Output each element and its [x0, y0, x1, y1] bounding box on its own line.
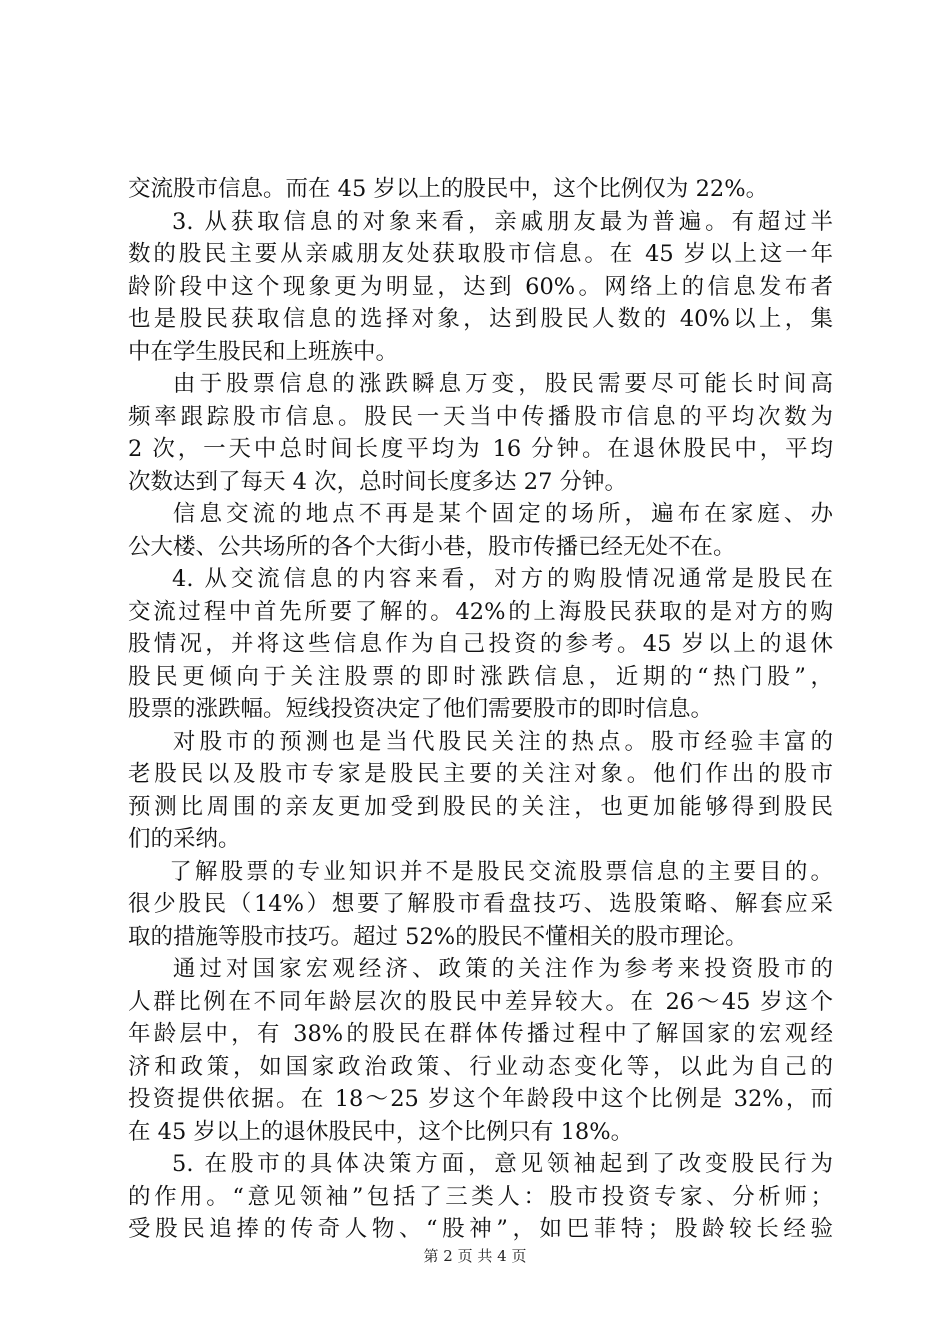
text-line: 济和政策，如国家政治政策、行业动态变化等，以此为自己的: [128, 1053, 833, 1080]
text-line: 预测比周围的亲友更加受到股民的关注，也更加能够得到股民: [128, 793, 833, 820]
text-line: 交流股市信息。而在 45 岁以上的股民中，这个比例仅为 22%。: [128, 176, 769, 202]
text-line: 4. 从交流信息的内容来看，对方的购股情况通常是股民在: [128, 566, 833, 592]
text-line: 在 45 岁以上的退休股民中，这个比例只有 18%。: [128, 1118, 634, 1145]
text-line: 对股市的预测也是当代股民关注的热点。股市经验丰富的: [128, 728, 833, 755]
text-line: 老股民以及股市专家是股民主要的关注对象。他们作出的股市: [128, 761, 833, 787]
text-line: 们的采纳。: [128, 826, 241, 852]
text-line: 公大楼、公共场所的各个大街小巷，股市传播已经无处不在。: [128, 533, 736, 560]
text-line: 由于股票信息的涨跌瞬息万变，股民需要尽可能长时间高: [128, 371, 833, 397]
document-body: [128, 173, 833, 1246]
text-line: 通过对国家宏观经济、政策的关注作为参考来投资股市的: [128, 956, 833, 982]
text-line: 次数达到了每天 4 次，总时间长度多达 27 分钟。: [128, 468, 628, 495]
text-line: 交流过程中首先所要了解的。42%的上海股民获取的是对方的购: [128, 598, 833, 625]
text-line: 中在学生股民和上班族中。: [128, 338, 399, 365]
page-footer: 第 2 页 共 4 页: [423, 1247, 527, 1265]
text-line: 也是股民获取信息的选择对象，达到股民人数的 40%以上，集: [128, 306, 833, 332]
text-line: 人群比例在不同年龄层次的股民中差异较大。在 26～45 岁这个: [128, 988, 833, 1015]
text-line: 的作用。“意见领袖”包括了三类人：股市投资专家、分析师；: [128, 1183, 833, 1210]
text-line: 3. 从获取信息的对象来看，亲戚朋友最为普遍。有超过半: [128, 208, 833, 235]
text-line: 2 次，一天中总时间长度平均为 16 分钟。在退休股民中，平均: [128, 436, 833, 462]
text-line: 龄阶段中这个现象更为明显，达到 60%。网络上的信息发布者: [128, 273, 833, 300]
text-line: 受股民追捧的传奇人物、“股神”，如巴菲特；股龄较长经验: [128, 1216, 833, 1242]
text-line: 信息交流的地点不再是某个固定的场所，遍布在家庭、办: [128, 501, 833, 527]
text-line: 投资提供依据。在 18～25 岁这个年龄段中这个比例是 32%，而: [128, 1086, 833, 1112]
text-line: 5. 在股市的具体决策方面，意见领袖起到了改变股民行为: [128, 1151, 833, 1177]
text-line: 股票的涨跌幅。短线投资决定了他们需要股市的即时信息。: [128, 696, 714, 722]
text-line: 股民更倾向于关注股票的即时涨跌信息，近期的“热门股”，: [128, 663, 833, 690]
text-line: 股情况，并将这些信息作为自己投资的参考。45 岁以上的退休: [128, 631, 833, 657]
text-line: 数的股民主要从亲戚朋友处获取股市信息。在 45 岁以上这一年: [128, 241, 833, 267]
text-line: 取的措施等股市技巧。超过 52%的股民不懂相关的股市理论。: [128, 923, 748, 950]
text-line: 频率跟踪股市信息。股民一天当中传播股市信息的平均次数为: [128, 403, 833, 430]
text-line: 很少股民（14%）想要了解股市看盘技巧、选股策略、解套应采: [128, 891, 833, 917]
text-line: 了解股票的专业知识并不是股民交流股票信息的主要目的。: [128, 858, 833, 885]
text-line: 年龄层中，有 38%的股民在群体传播过程中了解国家的宏观经: [128, 1021, 833, 1047]
